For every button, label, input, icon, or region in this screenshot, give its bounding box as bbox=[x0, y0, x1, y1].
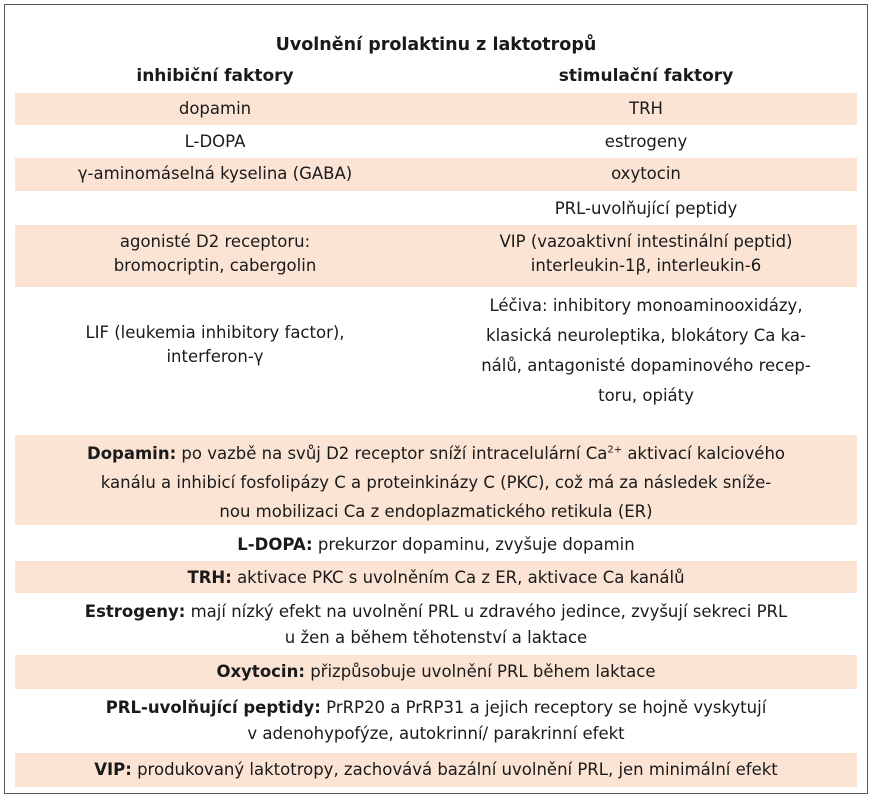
note-line bbox=[21, 695, 851, 721]
stimulatory-factor bbox=[435, 230, 857, 278]
inhibitory-factor: γ-aminomáselná kyselina (GABA) bbox=[77, 164, 353, 183]
note-prl-peptides bbox=[15, 689, 857, 751]
note-term: L-DOPA: bbox=[237, 535, 313, 554]
cell-line: klasická neuroleptika, blokátory Ca ka- bbox=[486, 326, 806, 345]
cell-line: interferon-γ bbox=[166, 347, 264, 366]
note-line: v adenohypofýze, autokrinní/ parakrinní efekt bbox=[247, 724, 625, 743]
note-term: Dopamin: bbox=[87, 444, 177, 463]
factor-row bbox=[15, 287, 857, 425]
inhibitory-factor bbox=[15, 321, 415, 369]
note-line bbox=[21, 439, 851, 468]
note-line: nou mobilizaci Ca z endoplazmatického retikula (ER) bbox=[219, 502, 653, 521]
note-text: prekurzor dopaminu, zvyšuje dopamin bbox=[317, 535, 635, 554]
note-text: produkovaný laktotropy, zachovává bazální uvolnění PRL, jen minimální efekt bbox=[137, 760, 778, 779]
note-trh bbox=[15, 561, 857, 593]
note-line: u žen a během těhotenství a laktace bbox=[284, 628, 588, 647]
cell-line: VIP (vazoaktivní intestinální peptid) bbox=[499, 232, 793, 251]
superscript: 2+ bbox=[607, 444, 623, 456]
cell-line: Léčiva: inhibitory monoaminooxidázy, bbox=[489, 296, 803, 315]
header-row bbox=[15, 61, 857, 91]
note-term: Oxytocin: bbox=[216, 662, 305, 681]
note-text: aktivace PKC s uvolněním Ca z ER, aktivace Ca kanálů bbox=[237, 568, 685, 587]
note-term: PRL-uvolňující peptidy: bbox=[105, 698, 321, 717]
note-term: VIP: bbox=[94, 760, 132, 779]
note-text: po vazbě na svůj D2 receptor sníží intracelulární Ca bbox=[181, 444, 608, 463]
inhibitory-factor bbox=[15, 230, 415, 278]
factor-row bbox=[15, 225, 857, 287]
table-frame bbox=[4, 4, 868, 794]
note-ldopa bbox=[15, 527, 857, 561]
note-oxytocin bbox=[15, 655, 857, 689]
note-dopamin bbox=[15, 435, 857, 525]
stimulatory-factor: PRL-uvolňující peptidy bbox=[554, 199, 738, 218]
note-text: aktivací kalciového bbox=[622, 444, 785, 463]
header-stimulatory: stimulační faktory bbox=[558, 66, 734, 86]
factor-row bbox=[15, 125, 857, 158]
cell-line: toru, opiáty bbox=[598, 386, 694, 405]
note-line bbox=[21, 599, 851, 625]
cell-line: bromocriptin, cabergolin bbox=[113, 256, 317, 275]
stimulatory-factor: TRH bbox=[629, 99, 663, 118]
note-line: kanálu a inhibicí fosfolipázy C a proteinkinázy C (PKC), což má za následek sníže- bbox=[100, 473, 772, 492]
inhibitory-factor: dopamin bbox=[178, 99, 252, 118]
note-estrogeny bbox=[15, 593, 857, 655]
note-term: TRH: bbox=[187, 568, 232, 587]
note-term: Estrogeny: bbox=[84, 602, 186, 621]
note-vip bbox=[15, 753, 857, 787]
table-title: Uvolnění prolaktinu z laktotropů bbox=[275, 35, 597, 55]
note-text: PrRP20 a PrRP31 a jejich receptory se hojně vyskytují bbox=[326, 698, 767, 717]
cell-line: LIF (leukemia inhibitory factor), bbox=[85, 323, 345, 342]
cell-line: interleukin-1β, interleukin-6 bbox=[530, 256, 762, 275]
stimulatory-factor: estrogeny bbox=[604, 132, 688, 151]
note-text: přizpůsobuje uvolnění PRL během laktace bbox=[310, 662, 656, 681]
cell-line: nálů, antagonisté dopaminového recep- bbox=[481, 356, 811, 375]
factor-row bbox=[15, 191, 857, 225]
factor-row bbox=[15, 93, 857, 125]
note-text: mají nízký efekt na uvolnění PRL u zdravého jedince, zvyšují sekreci PRL bbox=[190, 602, 788, 621]
cell-line: agonisté D2 receptoru: bbox=[119, 232, 311, 251]
header-inhibitory: inhibiční faktory bbox=[136, 66, 294, 86]
inhibitory-factor: L-DOPA bbox=[184, 132, 246, 151]
stimulatory-factor bbox=[435, 291, 857, 411]
stimulatory-factor: oxytocin bbox=[611, 164, 681, 183]
factor-row bbox=[15, 158, 857, 191]
